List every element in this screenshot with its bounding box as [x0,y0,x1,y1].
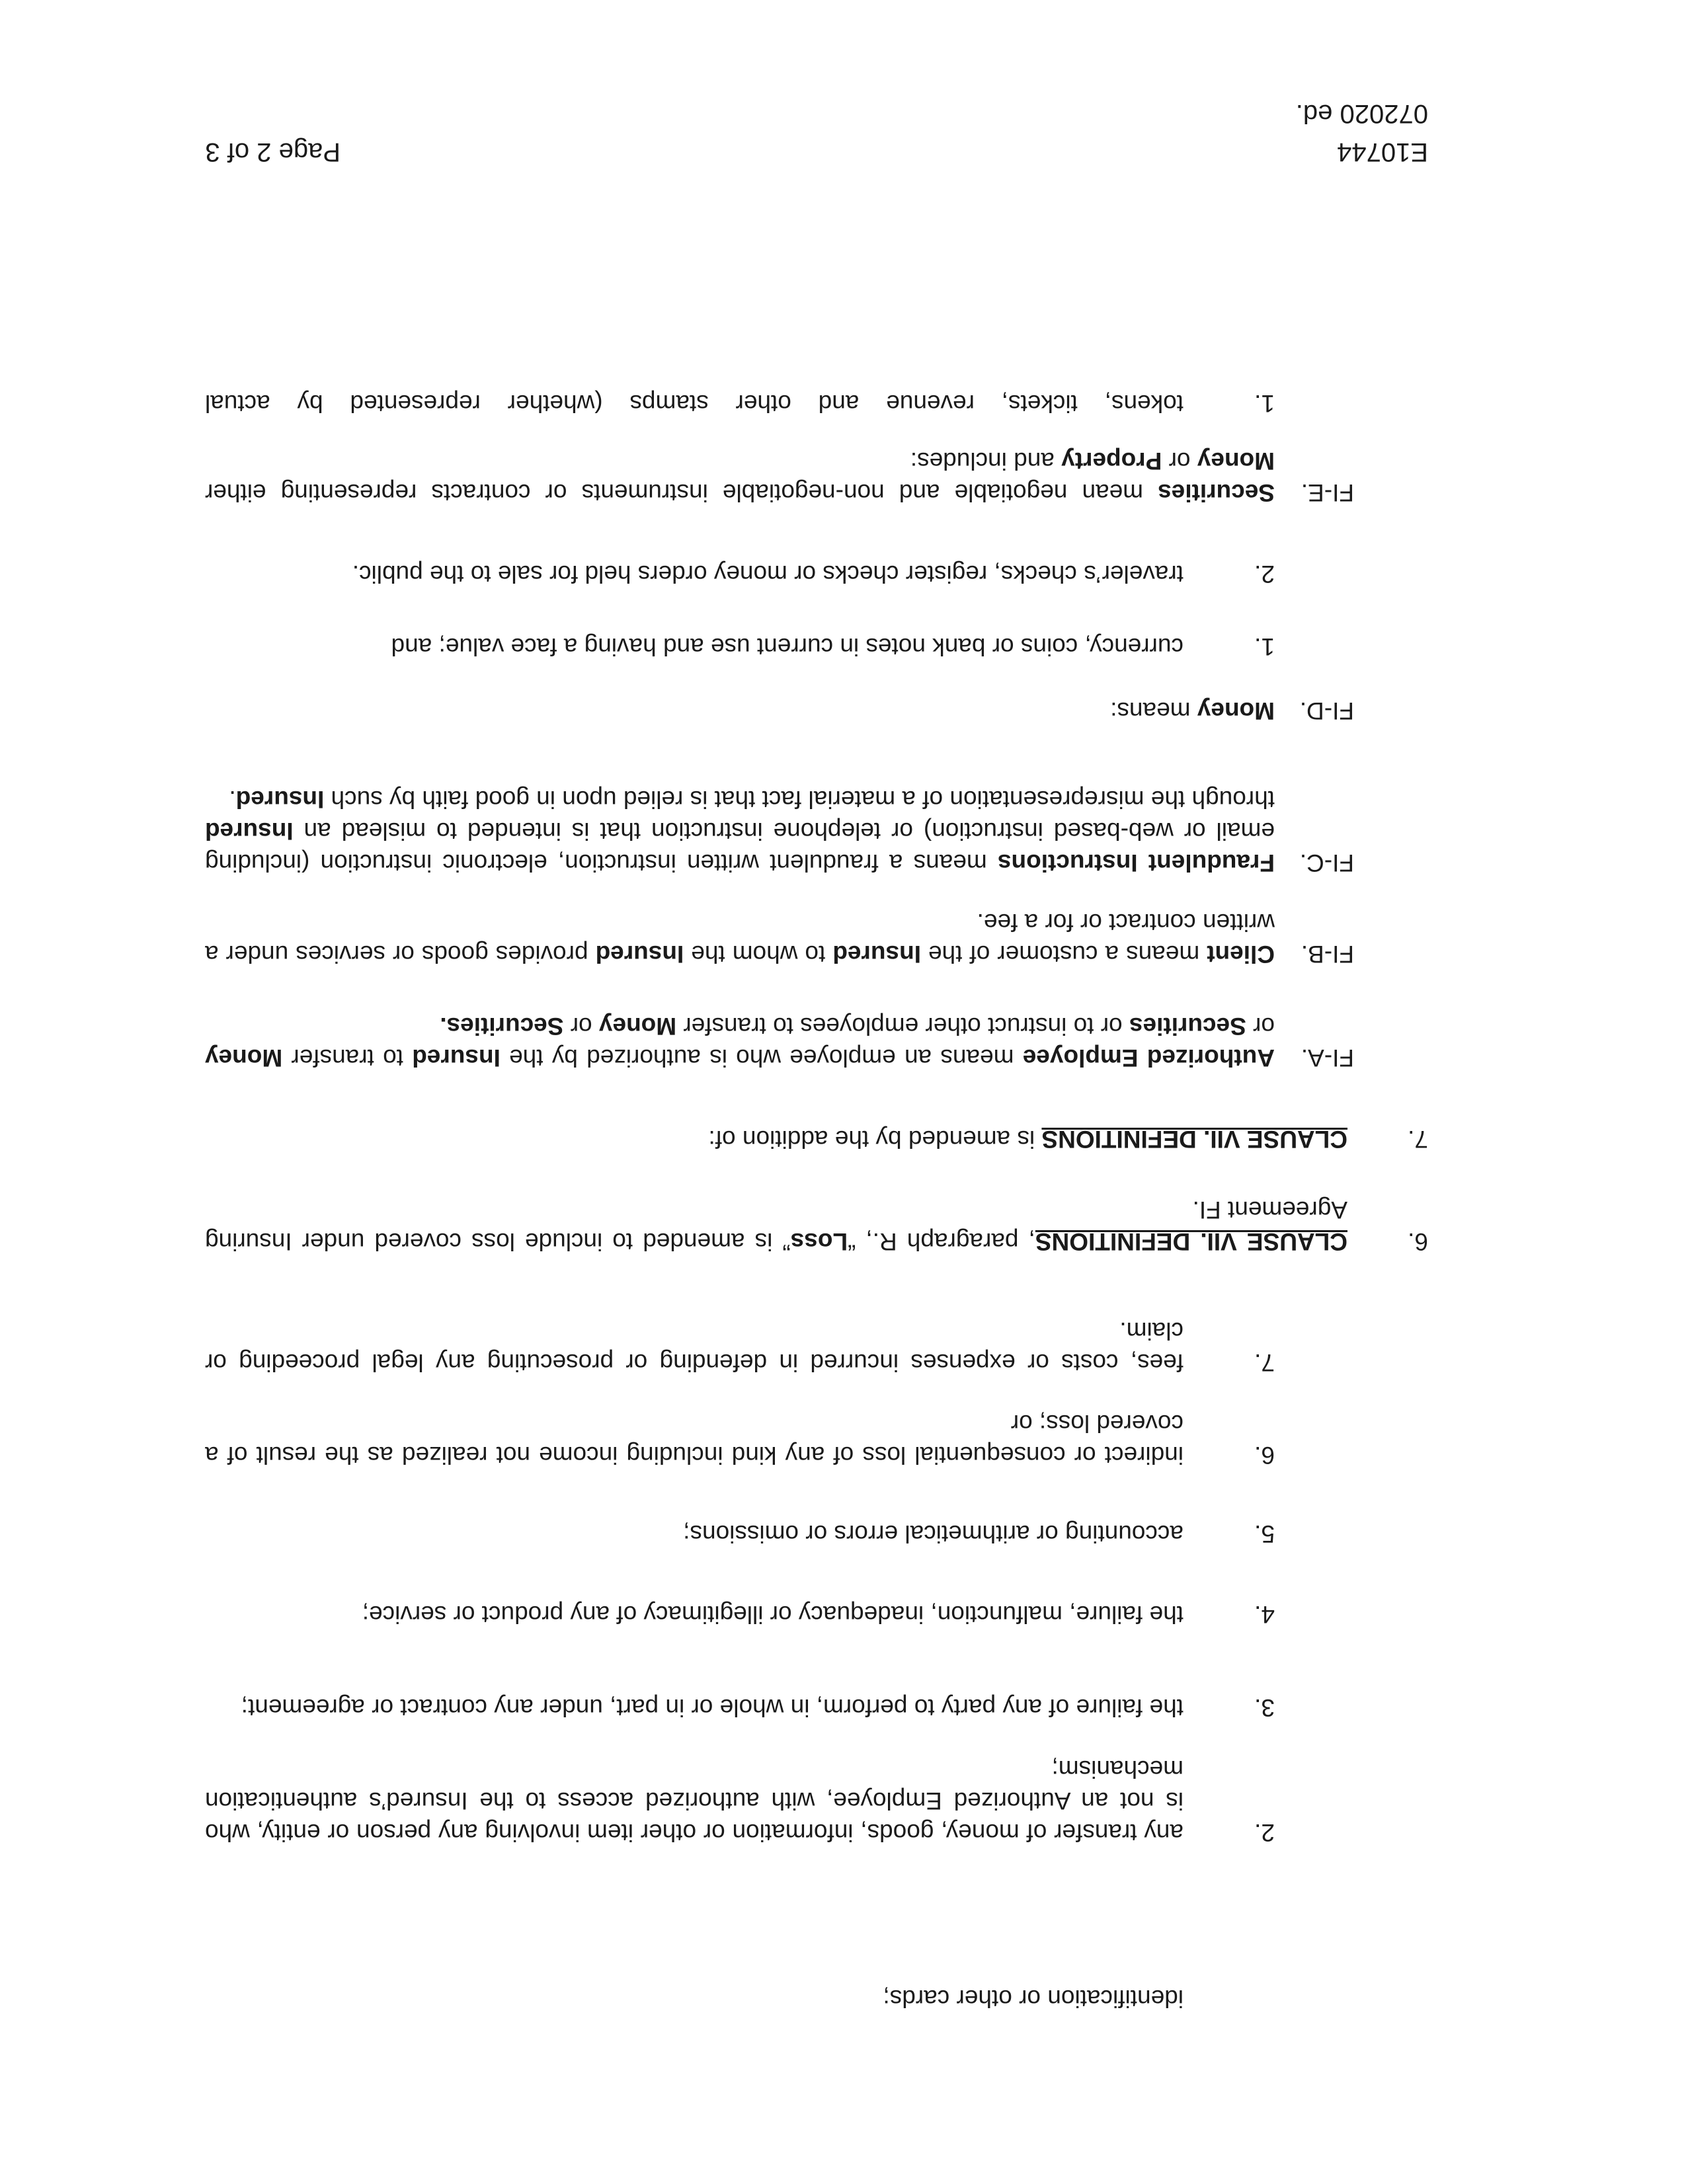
form-number: E10744 [1337,137,1428,167]
definition-money: Money means: [1110,697,1275,724]
sub-item-number: 1. [1254,633,1275,660]
definition-fraudulent-instructions: Fraudulent Instructions means a fraudulent written instruction, electronic instruction (including email or web-based instruction) or telephone instruction that is intended to mislead an Insured through the misrepresentation of a material fact that is relied upon in good faith by such Insured. [205,786,1275,877]
exclusion-number: 7. [1254,1349,1275,1376]
definitions-amendment-addition: CLAUSE VII. DEFINITIONS is amended by the addition of: [708,1126,1347,1153]
securities-item-text: tokens, tickets, revenue and other stamps (whether represented by actual [205,390,1184,417]
definition-label: FI-E. [1301,479,1354,506]
definition-securities: Securities mean negotiable and non-negotiable instruments or contracts representing either Money or Property and includes: [205,448,1275,506]
exclusion-text: the failure, malfunction, inadequacy or illegitimacy of any product or service; [362,1601,1184,1628]
exclusion-number: 3. [1254,1694,1275,1721]
definition-label: FI-B. [1301,941,1354,968]
definition-client: Client means a customer of the Insured to whom the Insured provides goods or services under a written contract or for a fee. [204,909,1275,968]
item-number: 6. [1408,1228,1428,1255]
money-item-text: traveler’s checks, register checks or money orders held for sale to the public. [352,561,1184,588]
clause-heading: CLAUSE VII. DEFINITIONS [1035,1228,1347,1255]
exclusion-number: 2. [1254,1819,1275,1846]
page-number: Page 2 of 3 [205,137,341,167]
form-edition: 072020 ed. [1295,99,1428,128]
exclusion-text: the failure of any party to perform, in whole or in part, under any contract or agreement; [241,1694,1184,1721]
item-number: 7. [1408,1126,1428,1153]
definitions-amendment-loss: CLAUSE VII. DEFINITIONS, paragraph R., “Loss” is amended to include loss covered under Insuring Agreement FI. [205,1196,1347,1255]
sub-item-number: 1. [1254,390,1275,417]
definition-label: FI-C. [1299,849,1354,877]
exclusion-number: 4. [1254,1601,1275,1628]
definition-label: FI-D. [1299,697,1354,724]
money-item-text: currency, coins or bank notes in current use and having a face value; and [391,633,1184,660]
clause-heading: CLAUSE VII. DEFINITIONS [1041,1126,1347,1153]
definition-authorized-employee: Authorized Employee means an employee who is authorized by the Insured to transfer Money or Securities or to instruct other employees to transfer Money or Securities. [205,1013,1275,1072]
exclusion-text: accounting or arithmetical errors or omissions; [683,1520,1184,1547]
exclusion-text: fees, costs or expenses incurred in defending or prosecuting any legal proceeding or claim. [205,1317,1184,1376]
exclusion-text: any transfer of money, goods, information or other item involving any person or entity, who is not an Authorized Employee, with authorized access to the Insured’s authentication mechanism; [205,1756,1184,1846]
exclusion-number: 5. [1254,1520,1275,1547]
exclusion-text: indirect or consequential loss of any kind including income not realized as the result of a covered loss; or [205,1410,1184,1469]
top-item-text: identification or other cards; [883,1985,1184,2012]
definition-label: FI-A. [1301,1044,1354,1072]
sub-item-number: 2. [1254,561,1275,588]
exclusion-number: 6. [1254,1442,1275,1469]
